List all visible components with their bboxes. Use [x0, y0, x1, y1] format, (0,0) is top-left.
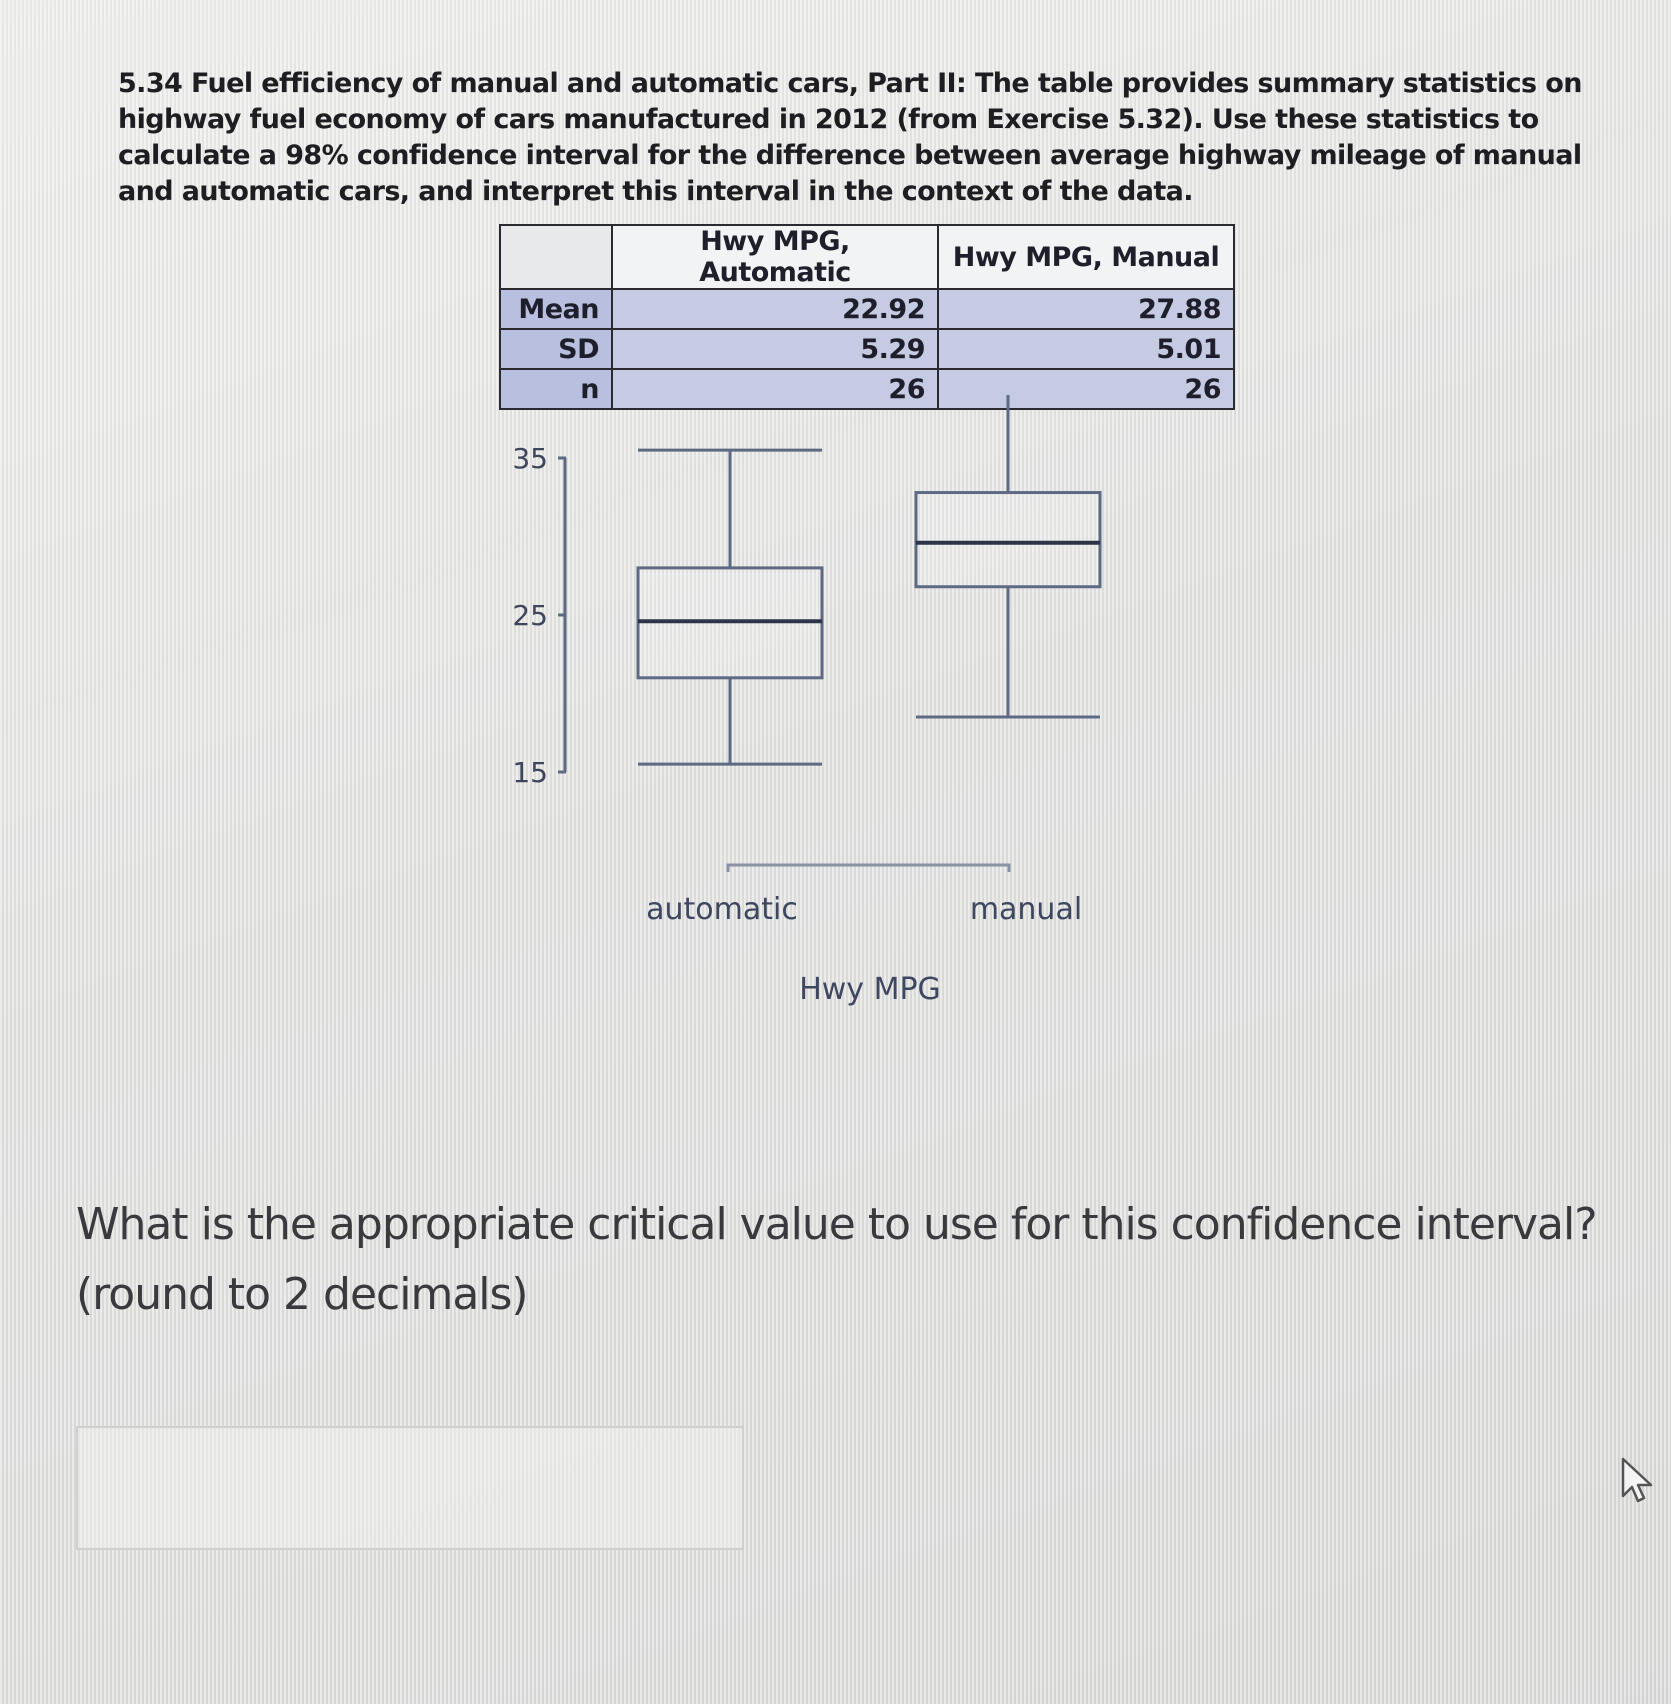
table-corner-cell [500, 225, 612, 289]
y-tick-label: 35 [512, 442, 548, 475]
x-axis-title: Hwy MPG [799, 972, 941, 1007]
box-manual-iqr-rect [916, 493, 1100, 587]
header-hwy-mpg-automatic: Hwy MPG, Automatic [612, 225, 938, 289]
cell-sd-manual: 5.01 [938, 329, 1234, 369]
cell-n-automatic: 26 [612, 369, 938, 409]
question-text: What is the appropriate critical value to use for this confidence interval? (round to 2 decimals) [76, 1199, 1597, 1320]
category-label-automatic: automatic [646, 892, 798, 927]
category-label-manual: manual [969, 892, 1083, 927]
cell-mean-manual: 27.88 [938, 289, 1234, 329]
y-tick-label: 15 [512, 756, 548, 789]
row-label-sd: SD [500, 329, 612, 369]
table-row [500, 289, 1234, 329]
category-bracket [728, 865, 1009, 872]
table-header-row [500, 225, 1234, 289]
cell-n-manual: 26 [938, 369, 1234, 409]
header-hwy-mpg-manual: Hwy MPG, Manual [938, 225, 1234, 289]
answer-input[interactable] [76, 1426, 744, 1550]
cell-sd-automatic: 5.29 [612, 329, 938, 369]
box-plot-chart [490, 395, 1130, 1035]
row-label-n: n [500, 369, 612, 409]
row-label-mean: Mean [500, 289, 612, 329]
summary-statistics-table [499, 224, 1235, 410]
y-tick-label: 25 [512, 599, 548, 632]
problem-statement: 5.34 Fuel efficiency of manual and automatic cars, Part II: The table provides summary statistics on highway fuel economy of cars manufactured in 2012 (from Exercise 5.32). Use these statistics to calculate a 98% confidence interval for the difference between average highway mileage of manual and automatic cars, and interpret this interval in the context of the data. [118, 68, 1582, 207]
mouse-pointer-icon [1620, 1456, 1656, 1509]
table-row [500, 329, 1234, 369]
cell-mean-automatic: 22.92 [612, 289, 938, 329]
